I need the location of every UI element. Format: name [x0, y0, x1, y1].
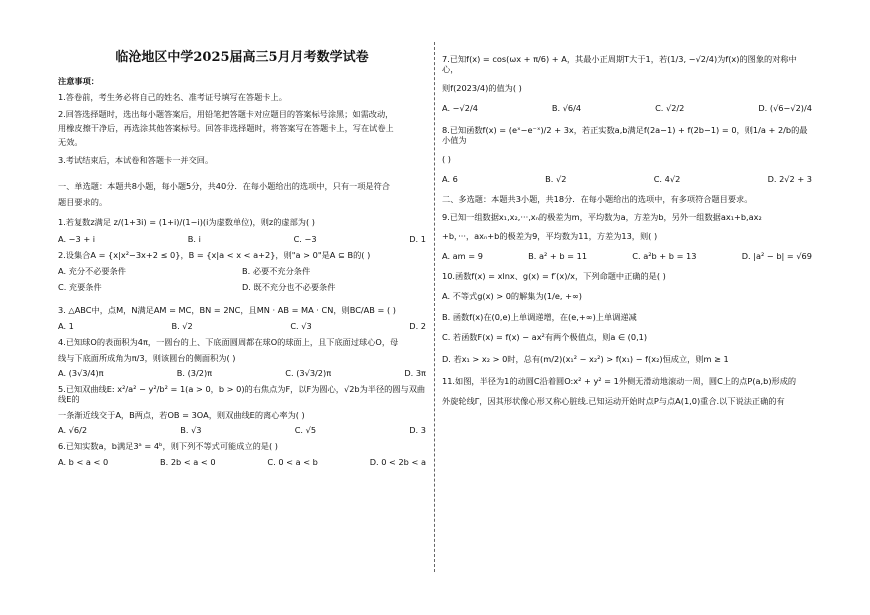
option-a: A. am = 9: [442, 250, 483, 261]
option-c: C. a²b + b = 13: [632, 250, 697, 261]
question-11: 11.如图，半径为1的动圆C沿着圆O:x² + y² = 1外侧无滑动地滚动一周，圆C上的点P(a,b)形成的: [442, 376, 797, 387]
option-c: C. √2/2: [655, 102, 685, 113]
question-3-options: [58, 321, 426, 331]
question-5-options: [58, 425, 426, 435]
question-6-options: [58, 457, 426, 467]
option-d: D. 3: [409, 424, 426, 435]
option-b: B. √2: [171, 320, 193, 331]
option-d: D. 3π: [404, 367, 426, 378]
question-4-cont: 线与下底面所成角为π/3，则该圆台的侧面积为( ): [58, 353, 236, 364]
question-9: 9.已知一组数据x₁,x₂,···,xₙ的极差为m，平均数为a，方差为b，另外一组数据ax₁+b,ax₂: [442, 212, 762, 223]
option-c: C. 充要条件: [58, 282, 102, 293]
notice-heading: 注意事项：: [58, 76, 99, 87]
option-b: B. 函数f(x)在(0,e)上单调递增，在(e,+∞)上单调递减: [442, 311, 637, 322]
column-divider: [434, 42, 435, 572]
option-c: C. √3: [290, 320, 312, 331]
option-c: C. −3: [293, 233, 317, 244]
option-b: B. √3: [180, 424, 202, 435]
option-c: C. √5: [294, 424, 317, 435]
option-d: D. |a² − b| = √69: [741, 250, 812, 261]
question-9-options: [442, 251, 812, 261]
question-5: 5.已知双曲线E: x²/a² − y²/b² = 1(a > 0，b > 0)的右焦点为F，以F为圆心，√2b为半径的圆与双曲线E的: [58, 383, 426, 404]
option-a: A. 不等式g(x) > 0的解集为(1/e, +∞): [442, 291, 582, 302]
option-b: B. 2b < a < 0: [160, 457, 216, 467]
question-3: 3. △ABC中，点M，N满足AM = MC，BN = 2NC，且MN · AB = MA · CN，则BC/AB = ( ): [58, 304, 396, 315]
question-11-cont: 外旋轮线Γ，因其形状像心形又称心脏线.已知运动开始时点P与点A(1,0)重合.以下说法正确的有: [442, 395, 785, 406]
question-5-cont: 一条渐近线交于A，B两点，若OB = 3OA，则双曲线E的离心率为( ): [58, 410, 305, 421]
option-b: B. a² + b = 11: [528, 250, 588, 261]
option-b: B. (3/2)π: [176, 367, 213, 378]
option-c: C. 若函数F(x) = f(x) − ax²有两个极值点，则a ∈ (0,1): [442, 331, 648, 342]
question-4-options: [58, 368, 426, 378]
question-8: 8.已知函数f(x) = (eˣ−e⁻ˣ)/2 + 3x，若正实数a,b满足f(2a−1) + f(2b−1) = 0，则1/a + 2/b的最小值为: [442, 125, 808, 146]
option-d: D. 2: [409, 320, 426, 331]
option-a: A. −√2/4: [442, 102, 478, 113]
notice-item: 无效。: [58, 137, 83, 148]
option-a: A. (3√3/4)π: [58, 367, 104, 378]
question-9-cont: +b，···，axₙ+b的极差为9，平均数为11，方差为13，则( ): [442, 230, 658, 241]
question-8-options: [442, 174, 812, 184]
question-2: 2.设集合A = {x|x²−3x+2 ≤ 0}，B = {x|a < x < a+2}，则"a > 0"是A ⊆ B的( ): [58, 249, 371, 260]
question-1: 1.若复数z满足 z/(1+3i) = (1+i)/(1−i)(i为虚数单位)，则z的虚部为( ): [58, 217, 315, 228]
question-8-cont: ( ): [442, 153, 451, 164]
option-d: D. 既不充分也不必要条件: [242, 282, 336, 293]
question-4: 4.已知球O的表面积为4π，一圆台的上、下底面圆周都在球O的球面上，且下底面过球心O，母: [58, 337, 399, 347]
question-10: 10.函数f(x) = xlnx、g(x) = f′(x)/x，下列命题中正确的是( ): [442, 271, 666, 281]
section-heading: 一、单选题：本题共8小题，每小题5分，共40分．在每小题给出的选项中，只有一项是符合: [58, 180, 390, 191]
option-a: A. 1: [58, 320, 74, 331]
option-c: C. 0 < a < b: [267, 457, 318, 467]
notice-item: 3.考试结束后，本试卷和答题卡一并交回。: [58, 154, 214, 165]
option-a: A. 充分不必要条件: [58, 266, 126, 276]
section-heading: 二、多选题：本题共3小题，共18分．在每小题给出的选项中，有多项符合题目要求。: [442, 194, 753, 204]
exam-title: 临沧地区中学2025届高三5月月考数学试卷: [115, 50, 369, 65]
option-d: D. 若x₁ > x₂ > 0时，总有(m/2)(x₁² − x₂²) > f(x₁) − f(x₂)恒成立，则m ≥ 1: [442, 354, 729, 364]
option-b: B. 必要不充分条件: [242, 266, 311, 276]
right-column: [442, 44, 812, 410]
option-d: D. 2√2 + 3: [767, 173, 812, 184]
option-a: A. −3 + i: [58, 233, 96, 244]
question-6: 6.已知实数a，b满足3ᵃ = 4ᵇ，则下列不等式可能成立的是( ): [58, 440, 278, 451]
notice-item: 1.答卷前，考生务必将自己的姓名、准考证号填写在答题卡上。: [58, 91, 287, 102]
question-7: 7.已知f(x) = cos(ωx + π/6) + A，其最小正周期T大于1，若(1/3, −√2/4)为f(x)的图象的对称中心，: [442, 54, 797, 75]
option-d: D. 0 < 2b < a: [369, 457, 426, 467]
question-7-cont: 则f(2023/4)的值为( ): [442, 82, 522, 93]
option-a: A. b < a < 0: [58, 457, 109, 467]
option-c: C. 4√2: [653, 173, 681, 184]
option-d: D. 1: [409, 233, 426, 244]
option-c: C. (3√3/2)π: [285, 367, 332, 378]
left-column: [58, 44, 426, 473]
notice-item: 用橡皮擦干净后，再选涂其他答案标号。回答非选择题时，将答案写在答题卡上，写在试卷上: [58, 123, 394, 133]
option-a: A. √6/2: [58, 424, 88, 435]
option-d: D. (√6−√2)/4: [758, 102, 812, 113]
option-b: B. i: [187, 233, 201, 244]
option-b: B. √2: [545, 173, 567, 184]
option-b: B. √6/4: [551, 102, 582, 113]
question-2-options: [58, 266, 426, 299]
question-7-options: [442, 103, 812, 113]
question-1-options: [58, 234, 426, 244]
option-a: A. 6: [442, 173, 458, 184]
notice-item: 2.回答选择题时，选出每小题答案后，用铅笔把答题卡对应题目的答案标号涂黑；如需改动，: [58, 108, 394, 119]
section-heading-cont: 题目要求的。: [58, 197, 108, 207]
